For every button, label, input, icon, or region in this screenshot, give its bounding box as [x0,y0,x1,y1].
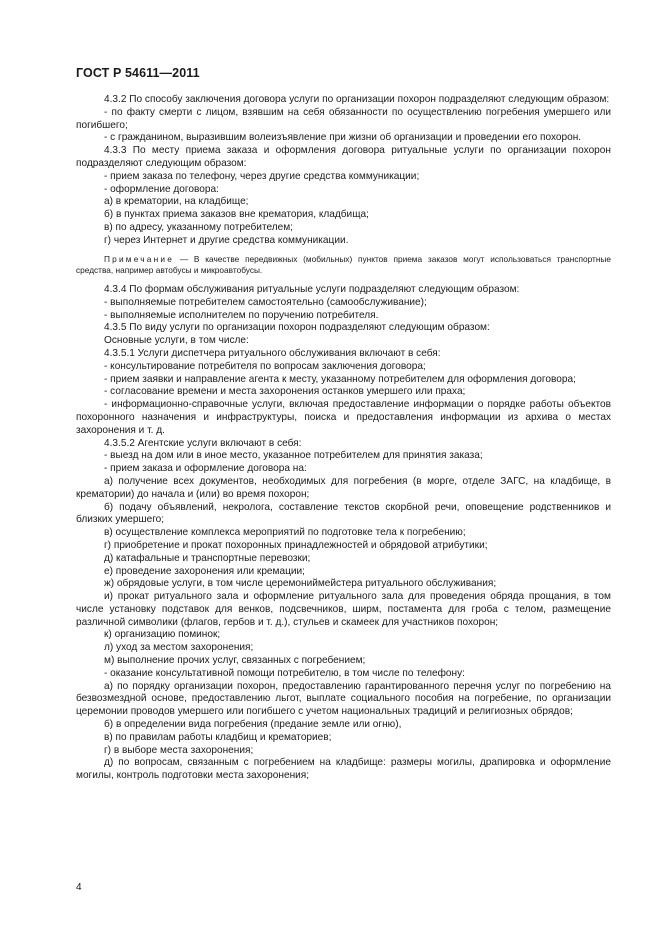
list-item: - согласование времени и места захоронения останков умершего или праха; [104,386,466,398]
list-item: - выезд на дом или в иное место, указанное потребителем для принятия заказа; [104,450,483,462]
document-header: ГОСТ Р 54611—2011 [76,66,200,80]
list-item: д) по вопросам, связанным с погребением на кладбище: размеры могилы, драпировка и оформление могилы, контроль подготовки места захоронения; [76,757,611,782]
list-item: в) по адресу, указанному потребителем; [104,221,293,233]
list-item: а) по порядку организации похорон, предоставлению гарантированного перечня услуг по погребению на безвозмездной основе, предоставлению льгот, выплате социального пособия на погребение, по организации церемонии проводов умершего или погибшего с учетом национальных традиций и религиозных обрядов; [76,680,611,718]
list-item: - по факту смерти с лицом, взявшим на себя обязанности по осуществлению погребения умершего или погибшего; [76,106,611,131]
list-item: Основные услуги, в том числе: [104,335,249,347]
list-item: к) организацию поминок; [104,629,221,641]
list-item: а) в крематории, на кладбище; [104,196,249,208]
list-item: в) по правилам работы кладбищ и крематориев; [104,731,332,743]
note-text: — В качестве передвижных (мобильных) пунктов приема заказов могут использоваться транспортные средства, например автобусы и микроавтобусы. [76,253,612,275]
list-item: - прием заявки и направление агента к месту, указанному потребителем для оформления договора; [104,373,576,385]
list-item: - выполняемые исполнителем по поручению потребителя. [104,309,379,321]
page-number: 4 [76,882,82,893]
clause-4-3-2: 4.3.2 По способу заключения договора услуги по организации похорон подразделяют следующим образом: [104,94,610,105]
note-label: Примечание [104,253,175,264]
list-item: - консультирование потребителя по вопросам заключения договора; [104,360,426,372]
list-item: г) в выборе места захоронения; [104,744,254,756]
list-item: - прием заказа и оформление договора на: [104,463,307,475]
list-item: б) подачу объявлений, некролога, составление текстов скорбной речи, оповещение родственников и близких умершего; [76,501,611,526]
list-item: - выполняемые потребителем самостоятельно (самообслуживание); [104,296,427,308]
clause-4-3-5: 4.3.5 По виду услуги по организации похорон подразделяют следующим образом: [104,322,490,334]
list-item: - с гражданином, выразившим волеизъявление при жизни об организации и проведении его похорон. [104,132,582,144]
document-body [76,94,611,783]
note [76,254,611,276]
list-item: б) в пунктах приема заказов вне крематория, кладбища; [104,209,369,221]
list-item: и) прокат ритуального зала и оформление ритуального зала для проведения обряда прощания, в том числе установку подставок для венков, подсвечников, ширм, постамента для гроба с телом, размещение различной символики (флагов, гербов и т. д.), стульев и скамеек для участников похорон; [76,591,611,628]
list-item: - оказание консультативной помощи потребителю, в том числе по телефону: [104,667,465,679]
list-item: - оформление договора: [104,183,219,195]
list-item: б) в определении вида погребения (предание земле или огню), [104,719,402,731]
clause-4-3-5-2: 4.3.5.2 Агентские услуги включают в себя: [104,437,302,449]
list-item: в) осуществление комплекса мероприятий по подготовке тела к погребению; [104,527,466,539]
list-item: - прием заказа по телефону, через другие средства коммуникации; [104,170,420,182]
list-item: - информационно-справочные услуги, включая предоставление информации о порядке работы объектов похоронного назначения и инфраструктуры, поиска и предоставления информации из архива о местах захоронения и т. д. [76,399,611,436]
list-item: г) приобретение и прокат похоронных принадлежностей и обрядовой атрибутики; [104,539,488,551]
list-item: г) через Интернет и другие средства коммуникации. [104,234,349,246]
clause-4-3-5-1: 4.3.5.1 Услуги диспетчера ритуального обслуживания включают в себя: [104,347,441,359]
list-item: л) уход за местом захоронения; [104,642,254,654]
list-item: ж) обрядовые услуги, в том числе церемониймейстера ритуального обслуживания; [104,578,497,590]
list-item: е) проведение захоронения или кремации; [104,565,305,577]
list-item: а) получение всех документов, необходимых для погребения (в морге, отделе ЗАГС, на кладбище, в крематории) до начала и (или) во время похорон; [76,475,611,500]
clause-4-3-3: 4.3.3 По месту приема заказа и оформления договора ритуальные услуги по организации похорон подразделяют следующим образом: [76,145,611,169]
list-item: д) катафальные и транспортные перевозки; [104,552,311,564]
clause-4-3-4: 4.3.4 По формам обслуживания ритуальные услуги подразделяют следующим образом: [104,283,520,295]
list-item: м) выполнение прочих услуг, связанных с погребением; [104,655,366,667]
